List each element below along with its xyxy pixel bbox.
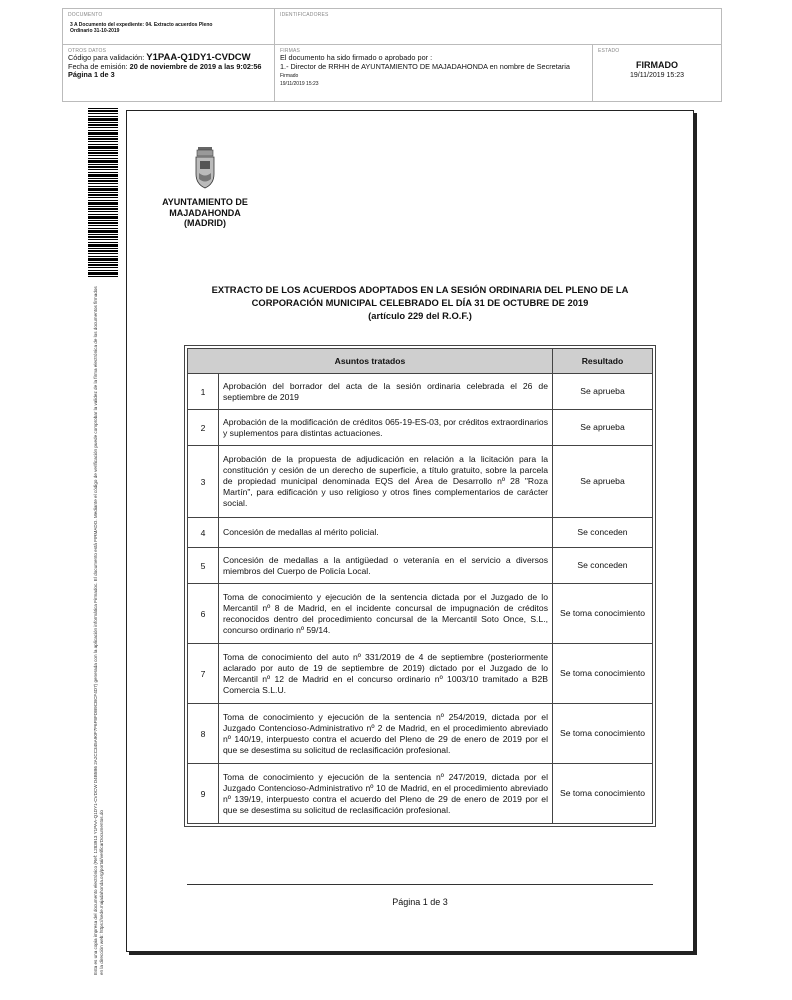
row-asunto: Toma de conocimiento y ejecución de la sentencia nº 247/2019, dictada por el Juzgado Contencioso-Administrativo nº 10 de Madrid, en el procedimiento abreviado nº 139/19, interpuesto contra el acuerdo del Pleno de 29 de enero de 2019 por el que se desestima su solicitud de reclasificación profesional. [219,764,553,824]
codigo-validacion: Y1PAA-Q1DY1-CVDCW [146,52,251,63]
table-row [188,764,653,824]
table-row [188,374,653,410]
table-row [188,704,653,764]
row-number: 5 [188,548,219,584]
firmas-line2: 1.- Director de RRHH de AYUNTAMIENTO DE MAJADAHONDA en nombre de Secretaria [280,61,570,71]
document-metadata-header [62,8,722,102]
row-resultado: Se aprueba [553,374,653,410]
row-resultado: Se toma conocimiento [553,584,653,644]
firmas-cell [275,45,593,101]
fecha-label: Fecha de emisión: [68,61,128,71]
row-resultado: Se aprueba [553,410,653,446]
footer-page-number: Página 1 de 3 [392,897,448,907]
row-number: 4 [188,518,219,548]
row-resultado: Se toma conocimiento [553,644,653,704]
estado-value: FIRMADO [636,60,678,70]
firmas-line1: El documento ha sido firmado o aprobado por : [280,53,433,62]
row-number: 3 [188,446,219,518]
table-row [188,518,653,548]
firmas-label: FIRMAS [280,48,301,54]
table-row [188,548,653,584]
row-number: 6 [188,584,219,644]
row-resultado: Se aprueba [553,446,653,518]
row-asunto: Toma de conocimiento del auto nº 331/2019 de 4 de septiembre (posteriormente aclarado por auto de 19 de septiembre de 2019) dictado por el Juzgado de lo Mercantil nº 12 de Madrid en el concurso ordinario nº 1003/10 tramitado a B2B Comercia S.L.U. [219,644,553,704]
identificadores-cell [275,9,721,45]
row-asunto: Aprobación del borrador del acta de la sesión ordinaria celebrada el 26 de septiembre de 2019 [219,374,553,410]
title-line2: CORPORACIÓN MUNICIPAL CELEBRADO EL DÍA 31 DE OCTUBRE DE 2019 [251,297,589,308]
estado-label: ESTADO [598,48,620,54]
org-line2: MAJADAHONDA [169,207,241,218]
coat-of-arms-icon [192,146,218,190]
header-resultado: Resultado [553,349,653,374]
otros-datos-cell [63,45,275,101]
firmas-firmado: Firmado [280,73,299,79]
organization-name [150,197,260,229]
acuerdos-table [187,348,653,824]
identificadores-label: IDENTIFICADORES [280,12,329,18]
documento-cell [63,9,275,45]
documento-name: 3 A Documento del expediente: 04. Extracto acuerdos Pleno Ordinario 31-10-2019 [70,22,213,34]
table-row [188,584,653,644]
row-resultado: Se conceden [553,548,653,584]
row-number: 2 [188,410,219,446]
codigo-label: Código para validación: [68,53,145,62]
firmas-date: 19/11/2019 15:23 [280,80,319,87]
table-row [188,410,653,446]
footer-divider [187,884,653,885]
fecha-emision: 20 de noviembre de 2019 a las 9:02:56 [129,61,262,71]
barcode-icon [88,108,118,278]
row-asunto: Toma de conocimiento y ejecución de la sentencia nº 254/2019, dictada por el Juzgado Contencioso-Administrativo nº 2 de Madrid, en el procedimiento abreviado nº 140/19, interpuesto contra el acuerdo del Pleno de 29 de enero de 2019 por el que se desestima su solicitud de reclasificación profesional. [219,704,553,764]
table-row [188,644,653,704]
row-resultado: Se toma conocimiento [553,764,653,824]
table-header-row [188,349,653,374]
title-line1: EXTRACTO DE LOS ACUERDOS ADOPTADOS EN LA SESIÓN ORDINARIA DEL PLENO DE LA [211,284,629,295]
row-asunto: Toma de conocimiento y ejecución de la sentencia dictada por el Juzgado de lo Mercantil nº 8 de Madrid, en el incidente concursal de impugnación de créditos reconocidos dentro del procedimiento concursal de la Mercantil Soto Once, S.L., concurso ordinario nº 59/14. [219,584,553,644]
estado-date: 19/11/2019 15:23 [630,72,684,79]
row-number: 7 [188,644,219,704]
row-asunto: Aprobación de la modificación de créditos 065-19-ES-03, por créditos extraordinarios y suplementos para distintas actuaciones. [219,410,553,446]
row-resultado: Se toma conocimiento [553,704,653,764]
row-number: 8 [188,704,219,764]
org-line1: AYUNTAMIENTO DE [162,197,248,207]
document-title [190,283,650,322]
documento-label: DOCUMENTO [68,12,103,18]
row-asunto: Concesión de medallas a la antigüedad o veteranía en el servicio a diversos miembros del Cuerpo de Policía Local. [219,548,553,584]
row-number: 9 [188,764,219,824]
title-line3: (artículo 229 del R.O.F.) [368,310,472,321]
row-asunto: Concesión de medallas al mérito policial. [219,518,553,548]
estado-cell [593,45,721,101]
row-asunto: Aprobación de la propuesta de adjudicación en relación a la licitación para la constitución y cesión de un derecho de superficie, a título gratuito, sobre la parcela de propiedad municipal denominada EQS del Área de Desarrollo nº 28 "Roza Martín", para edificación y uso religioso y otros fines complementarios de carácter social. [219,446,553,518]
verification-side-text: Esta es una copia impresa del documento electrónico (Ref: 1283913 Y1PAA-Q1DY1-CVDCW D4B5B6 2A2CC345A90F7F6F8FDB9CBCF4D7) generada con la aplicación informática Firmadoc. El documento está FIRMADO. Mediante el código de verificación puede comprobar la validez de la firma electrónica de los documentos firmados en la dirección web: https://sede.majadahonda.org/portal/verificarDocumentos.do [93,286,104,975]
row-resultado: Se conceden [553,518,653,548]
table-row [188,446,653,518]
otros-datos-label: OTROS DATOS [68,48,107,54]
header-asuntos: Asuntos tratados [188,349,553,374]
pagina-info: Página 1 de 3 [68,70,115,79]
row-number: 1 [188,374,219,410]
org-line3: (MADRID) [184,218,226,228]
